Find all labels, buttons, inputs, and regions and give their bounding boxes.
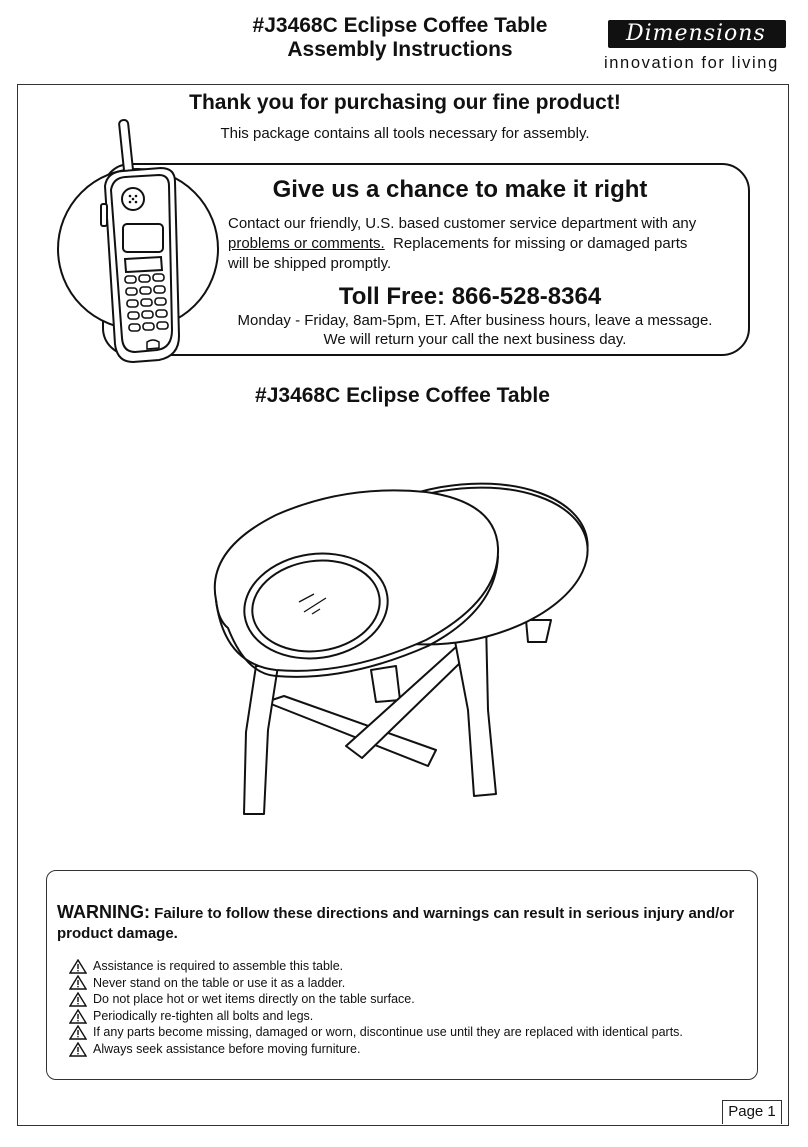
title-line-2: Assembly Instructions xyxy=(287,38,513,61)
brand-logo xyxy=(598,20,788,76)
logo-tagline: innovation for living xyxy=(604,54,779,72)
warning-item-text: Periodically re-tighten all bolts and legs. xyxy=(93,1008,314,1023)
warning-item xyxy=(69,1024,759,1041)
logo-badge xyxy=(608,20,786,48)
warning-triangle-icon xyxy=(69,959,87,974)
contact-line-1: Contact our friendly, U.S. based customer service department with any xyxy=(228,215,697,232)
hours-line-2: We will return your call the next business day. xyxy=(323,331,627,348)
warning-item-text: Do not place hot or wet items directly on the table surface. xyxy=(93,992,415,1007)
contact-underlined-text: problems or comments. xyxy=(228,235,385,252)
warning-text: Failure to follow these directions and warnings can result in serious injury and/or product damage. xyxy=(57,905,735,942)
title-line-1: #J3468C Eclipse Coffee Table xyxy=(252,14,548,37)
coffee-table-illustration xyxy=(196,470,616,830)
warning-item-text: Assistance is required to assemble this table. xyxy=(93,959,344,973)
warning-triangle-icon xyxy=(69,1042,87,1057)
logo-wordmark: Dimensions xyxy=(626,21,766,46)
warning-triangle-icon xyxy=(69,1009,87,1024)
hours-line-1: Monday - Friday, 8am-5pm, ET. After business hours, leave a message. xyxy=(237,312,713,329)
toll-free-number: Toll Free: 866-528-8364 xyxy=(338,283,602,310)
warning-item xyxy=(69,958,759,975)
phone-icon xyxy=(95,116,195,376)
contact-line-3: will be shipped promptly. xyxy=(228,255,392,272)
warning-item xyxy=(69,1041,759,1058)
contact-line-2: Replacements for missing or damaged parts xyxy=(384,235,688,252)
package-contents-note: This package contains all tools necessary for assembly. xyxy=(220,125,590,142)
warning-heading xyxy=(57,902,752,944)
warning-triangle-icon xyxy=(69,992,87,1007)
warning-label: WARNING: xyxy=(57,902,150,922)
product-title: #J3468C Eclipse Coffee Table xyxy=(255,384,550,407)
warning-item xyxy=(69,975,759,992)
support-contact-text xyxy=(228,214,743,274)
warning-triangle-icon xyxy=(69,1025,87,1040)
document-title xyxy=(190,14,610,62)
support-heading: Give us a chance to make it right xyxy=(272,176,648,203)
warning-triangle-icon xyxy=(69,975,87,990)
warning-item xyxy=(69,1008,759,1025)
page-number: Page 1 xyxy=(722,1100,782,1124)
warning-item xyxy=(69,991,759,1008)
warning-item-text: Always seek assistance before moving furniture. xyxy=(93,1041,361,1056)
support-hours xyxy=(195,311,755,349)
thank-you-heading: Thank you for purchasing our fine product! xyxy=(189,91,621,114)
warning-item-text: If any parts become missing, damaged or worn, discontinue use until they are replaced with identical parts. xyxy=(93,1025,683,1040)
warning-list xyxy=(69,958,759,1058)
warning-item-text: Never stand on the table or use it as a ladder. xyxy=(93,975,346,990)
